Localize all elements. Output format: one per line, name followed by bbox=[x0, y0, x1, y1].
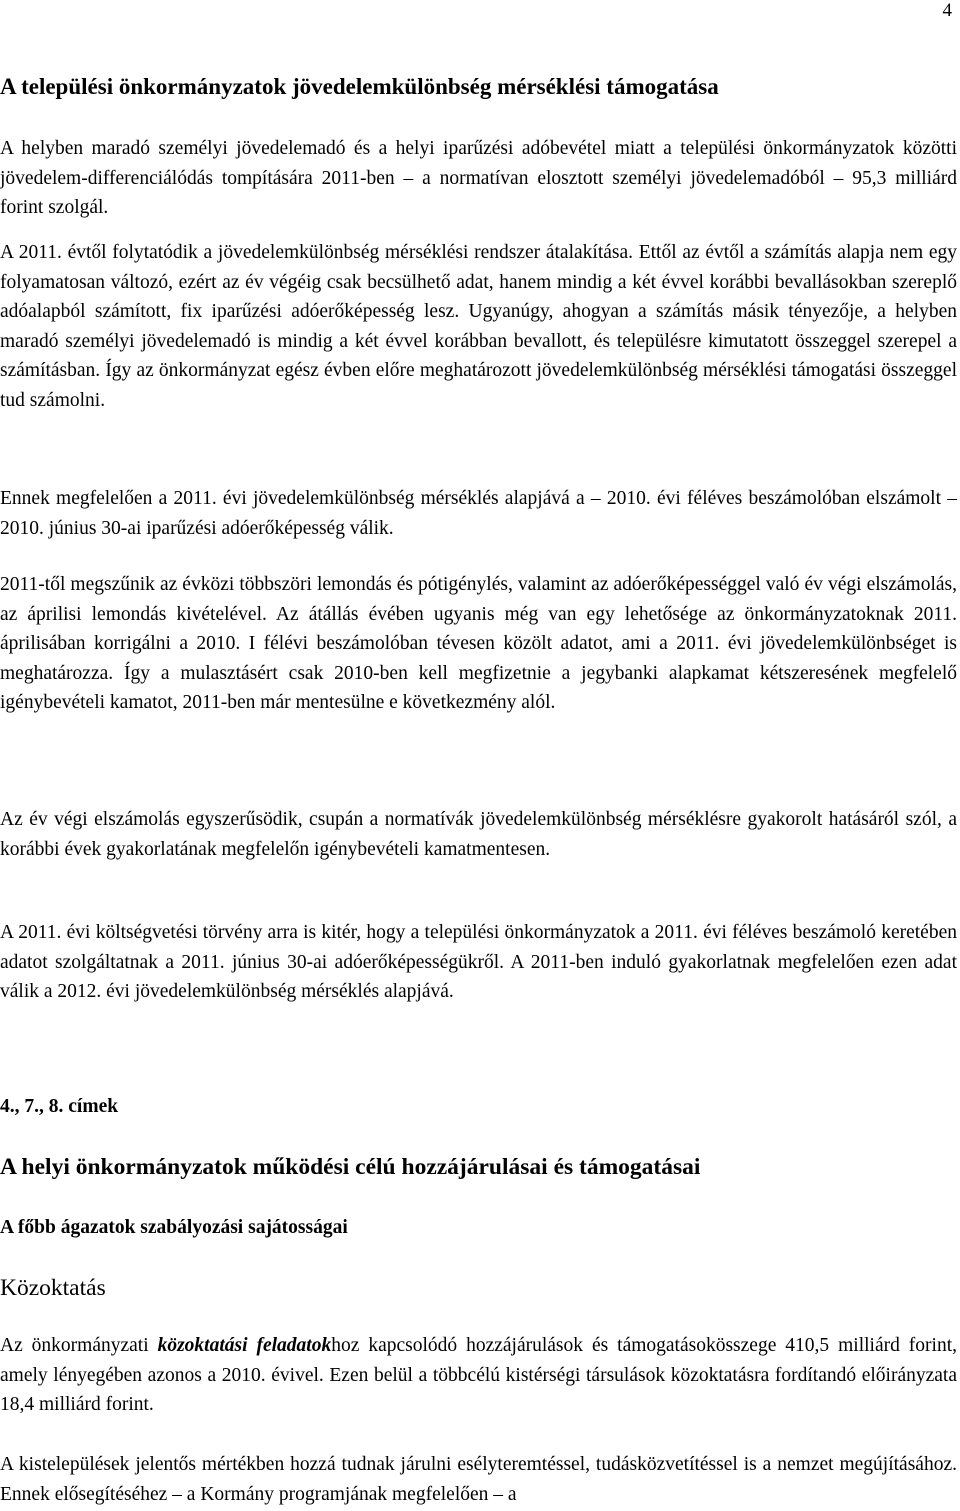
paragraph-text: hoz kapcsolódó hozzájárulások és támogatásokösszege 410,5 milliárd forint, amely lényegében azonos a 2010. évivel. Ezen belül a többcélú kistérségi társulások közoktatásra fordítandó előirányzata 18,4 milliárd forint. bbox=[0, 1335, 958, 1415]
subheading: A főbb ágazatok szabályozási sajátosságai bbox=[0, 1217, 348, 1238]
section-title: A települési önkormányzatok jövedelemkülönbség mérséklési támogatása bbox=[0, 74, 719, 99]
paragraph: A kistelepülések jelentős mértékben hozzá tudnak járulni esélyteremtéssel, tudásközvetítéssel is a nemzet megújításához. Ennek elősegítéséhez – a Kormány programjának megfelelően – a bbox=[0, 1454, 957, 1505]
paragraph: A helyben maradó személyi jövedelemadó és a helyi iparűzési adóbevétel miatt a települési önkormányzatok közötti jövedelem-differenciálódás tompítására 2011-ben – a normatívan elosztott személyi jövedelemadóból – 95,3 milliárd forint szolgál. bbox=[0, 138, 957, 218]
paragraph-text: Az önkormányzati bbox=[0, 1335, 158, 1356]
paragraph: A 2011. évi költségvetési törvény arra is kitér, hogy a települési önkormányzatok a 2011. évi féléves beszámoló keretében adatot szolgáltatnak a 2011. június 30-ai adóerőképességükről. A 2011-ben induló gyakorlatnak megfelelően ezen adat válik a 2012. évi jövedelemkülönbség mérséklés alapjává. bbox=[0, 922, 957, 1002]
paragraph bbox=[0, 1331, 957, 1420]
paragraph: 2011-től megszűnik az évközi többszöri lemondás és pótigénylés, valamint az adóerőképességgel való év végi elszámolás, az áprilisi lemondás kivételével. Az átállás évében ugyanis még van egy lehetősége az önkormányzatoknak 2011. áprilisában korrigálni a 2010. I félévi beszámolóban tévesen közölt adatot, ami a 2011. évi jövedelemkülönbséget is meghatározza. Így a mulasztásért csak 2010-ben kell megfizetnie a jegybanki alapkamat kétszeresének megfelelő igénybevételi kamatot, 2011-ben már mentesülne e következmény alól. bbox=[0, 574, 957, 713]
section-label: 4., 7., 8. címek bbox=[0, 1096, 119, 1117]
paragraph: Az év végi elszámolás egyszerűsödik, csupán a normatívák jövedelemkülönbség mérséklésre gyakorolt hatásáról szól, a korábbi évek gyakorlatának megfelelőn igénybevételi kamatmentesen. bbox=[0, 809, 957, 860]
paragraph: A 2011. évtől folytatódik a jövedelemkülönbség mérséklési rendszer átalakítása. Ettől az évtől a számítás alapja nem egy folyamatosan változó, ezért az év végéig csak becsülhető adat, hanem mindig a két évvel korábbi bevallásokban szereplő adóalapból számított, fix iparűzési adóerőképesség lesz. Ugyanúgy, ahogyan a számítás másik tényezője, a helyben maradó személyi jövedelemadó is mindig a két évvel korábban bevallott, és településre kimutatott összeggel szerepel a számításban. Így az önkormányzat egész évben előre meghatározott jövedelemkülönbség mérséklési támogatási összeggel tud számolni. bbox=[0, 242, 957, 411]
emphasis-text: közoktatási feladatok bbox=[157, 1335, 332, 1356]
subsection-title: Közoktatás bbox=[0, 1275, 106, 1301]
page-number: 4 bbox=[942, 0, 952, 21]
chapter-title: A helyi önkormányzatok működési célú hozzájárulásai és támogatásai bbox=[0, 1154, 701, 1180]
paragraph: Ennek megfelelően a 2011. évi jövedelemkülönbség mérséklés alapjává a – 2010. évi féléves beszámolóban elszámolt – 2010. június 30-ai iparűzési adóerőképesség válik. bbox=[0, 488, 957, 539]
